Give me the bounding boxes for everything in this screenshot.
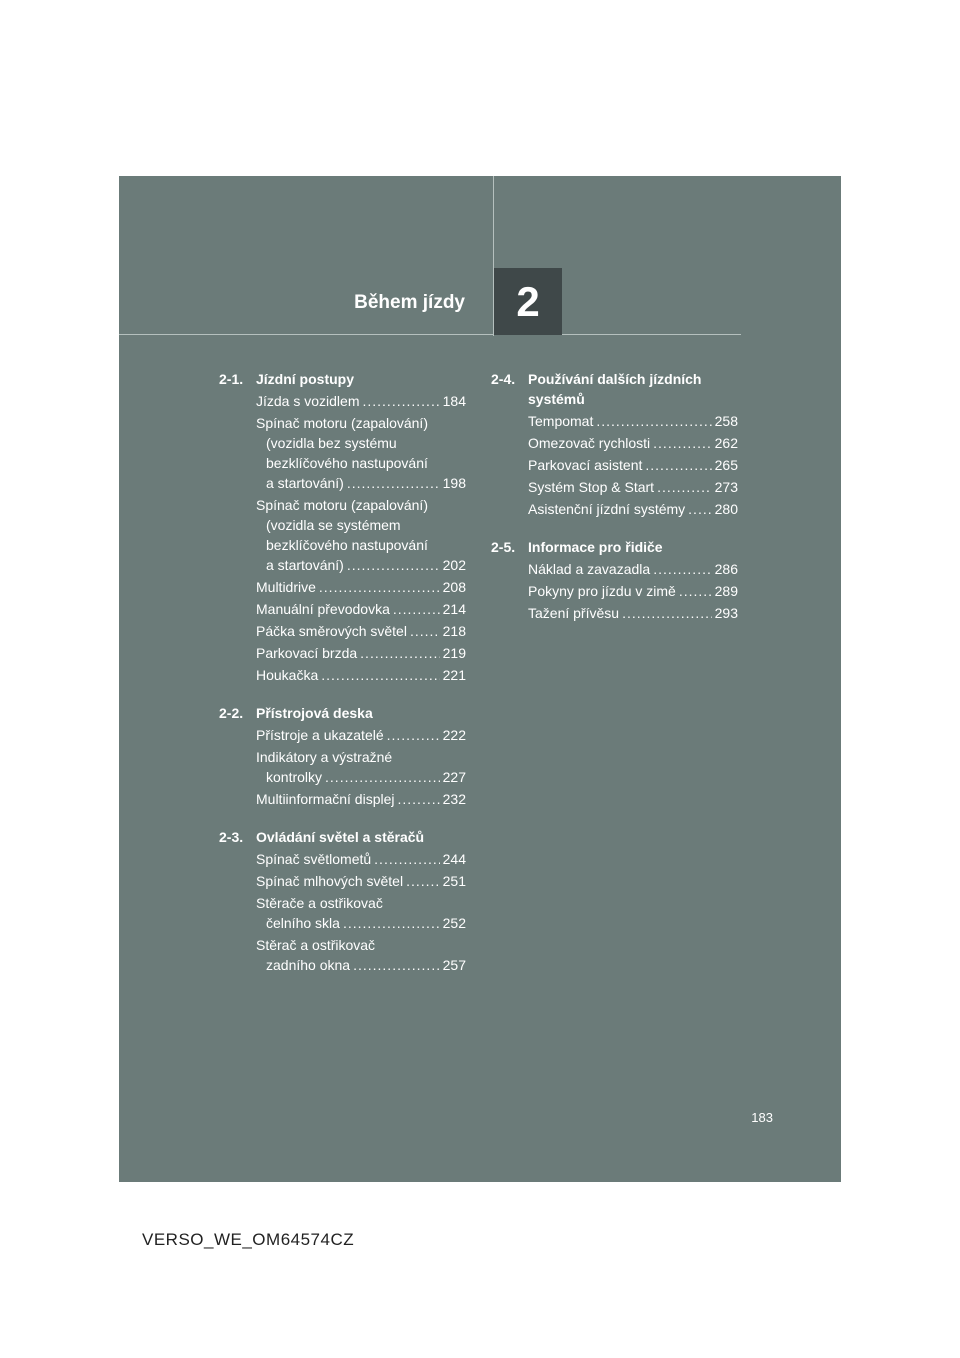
section-heading — [491, 537, 738, 557]
entry-text: Systém Stop & Start — [528, 479, 655, 495]
toc-entry[interactable] — [528, 411, 738, 431]
entry-last-line — [256, 665, 466, 685]
dot-leader — [325, 767, 440, 787]
entry-text: kontrolky — [266, 769, 323, 785]
entry-page-number: 208 — [442, 579, 466, 595]
entry-text: Spínač mlhových světel — [256, 873, 404, 889]
entry-text: Houkačka — [256, 667, 319, 683]
entry-page-number: 227 — [442, 769, 466, 785]
entry-last-line — [256, 643, 466, 663]
chapter-number: 2 — [516, 277, 540, 325]
toc-section — [491, 537, 738, 623]
dot-leader — [347, 473, 440, 493]
document-code: VERSO_WE_OM64574CZ — [142, 1230, 355, 1249]
entry-page-number: 293 — [714, 605, 738, 621]
dot-leader — [360, 643, 439, 663]
dot-leader — [645, 455, 711, 475]
entry-text-line: Stěrač a ostřikovač — [256, 937, 376, 953]
entry-page-number: 198 — [442, 475, 466, 491]
entry-text: Spínač světlometů — [256, 851, 372, 867]
toc-entry[interactable] — [528, 433, 738, 453]
dot-leader — [406, 871, 440, 891]
entry-text: Multiinformační displej — [256, 791, 395, 807]
dot-leader — [387, 725, 440, 745]
entry-last-line — [528, 559, 738, 579]
entry-page-number: 265 — [714, 457, 738, 473]
toc-entry[interactable] — [256, 599, 466, 619]
toc-entry[interactable] — [256, 893, 466, 933]
dot-leader — [657, 477, 712, 497]
toc-section — [219, 703, 466, 809]
toc-entry[interactable] — [528, 559, 738, 579]
entry-text: Parkovací asistent — [528, 457, 643, 473]
dot-leader — [343, 913, 440, 933]
entry-last-line — [256, 391, 466, 411]
entry-last-line — [528, 411, 738, 431]
toc-entry[interactable] — [528, 477, 738, 497]
page-number: 183 — [751, 1110, 773, 1125]
dot-leader — [347, 555, 440, 575]
entry-text: Tažení přívěsu — [528, 605, 620, 621]
entry-text: Jízda s vozidlem — [256, 393, 360, 409]
entry-page-number: 262 — [714, 435, 738, 451]
entry-page-number: 221 — [442, 667, 466, 683]
entry-text: zadního okna — [266, 957, 351, 973]
entry-last-line — [528, 499, 738, 519]
entry-text: Parkovací brzda — [256, 645, 358, 661]
dot-leader — [622, 603, 712, 623]
section-number: 2-1. — [219, 371, 244, 387]
toc-entry[interactable] — [256, 725, 466, 745]
toc-entry[interactable] — [528, 499, 738, 519]
entry-page-number: 258 — [714, 413, 738, 429]
entry-last-line — [528, 455, 738, 475]
toc-section — [219, 827, 466, 975]
entry-text: Náklad a zavazadla — [528, 561, 651, 577]
section-heading — [219, 827, 466, 847]
entry-page-number: 273 — [714, 479, 738, 495]
dot-leader — [688, 499, 711, 519]
entry-last-line — [528, 581, 738, 601]
entry-text-line: Spínač motoru (zapalování) — [256, 415, 428, 431]
section-title: Jízdní postupy — [256, 371, 354, 387]
entry-text-line: (vozidla bez systému — [266, 435, 397, 451]
toc-entry[interactable] — [256, 621, 466, 641]
entry-text-line: (vozidla se systémem — [266, 517, 401, 533]
entry-page-number: 289 — [714, 583, 738, 599]
section-heading — [219, 703, 466, 723]
entry-text-line: bezklíčového nastupování — [266, 455, 428, 471]
toc-entry[interactable] — [256, 413, 466, 493]
toc-entry[interactable] — [528, 581, 738, 601]
section-title: Ovládání světel a stěračů — [256, 829, 425, 845]
entry-text: Pokyny pro jízdu v zimě — [528, 583, 676, 599]
dot-leader — [393, 599, 440, 619]
dot-leader — [353, 955, 440, 975]
entry-last-line — [256, 955, 466, 975]
entry-text: čelního skla — [266, 915, 340, 931]
section-number: 2-3. — [219, 829, 244, 845]
chapter-title: Během jízdy — [354, 292, 465, 313]
entry-text: Přístroje a ukazatelé — [256, 727, 384, 743]
entry-last-line — [256, 789, 466, 809]
entry-last-line — [256, 849, 466, 869]
entry-last-line — [256, 555, 466, 575]
entry-page-number: 257 — [442, 957, 466, 973]
dot-leader — [374, 849, 439, 869]
section-title: Informace pro řidiče — [528, 539, 663, 555]
section-number: 2-2. — [219, 705, 244, 721]
entry-page-number: 244 — [442, 851, 466, 867]
dot-leader — [679, 581, 712, 601]
toc-entry[interactable] — [528, 603, 738, 623]
toc-entry[interactable] — [256, 665, 466, 685]
toc-entry[interactable] — [528, 455, 738, 475]
entry-text-line: Stěrače a ostřikovač — [256, 895, 383, 911]
entry-text: Manuální převodovka — [256, 601, 390, 617]
chapter-number-badge — [494, 268, 562, 335]
dot-leader — [410, 621, 440, 641]
entry-page-number: 286 — [714, 561, 738, 577]
entry-last-line — [256, 473, 466, 493]
entry-page-number: 219 — [442, 645, 466, 661]
section-number: 2-5. — [491, 539, 516, 555]
entry-text-line: Spínač motoru (zapalování) — [256, 497, 428, 513]
entry-last-line — [256, 725, 466, 745]
section-title: Přístrojová deska — [256, 705, 373, 721]
toc-entry[interactable] — [256, 391, 466, 411]
dot-leader — [596, 411, 711, 431]
entry-page-number: 218 — [442, 623, 466, 639]
entry-page-number: 202 — [442, 557, 466, 573]
entry-last-line — [256, 871, 466, 891]
dot-leader — [362, 391, 439, 411]
entry-last-line — [256, 767, 466, 787]
entry-text: Tempomat — [528, 413, 594, 429]
entry-page-number: 222 — [442, 727, 466, 743]
toc-entry[interactable] — [256, 577, 466, 597]
entry-last-line — [256, 577, 466, 597]
entry-last-line — [528, 477, 738, 497]
entry-page-number: 214 — [442, 601, 466, 617]
entry-page-number: 184 — [442, 393, 466, 409]
entry-page-number: 251 — [442, 873, 466, 889]
entry-last-line — [528, 603, 738, 623]
entry-page-number: 232 — [442, 791, 466, 807]
entry-text-line: bezklíčového nastupování — [266, 537, 428, 553]
header-divider-horizontal — [119, 334, 741, 335]
entry-text: a startování) — [266, 557, 344, 573]
toc-column-left — [219, 369, 466, 993]
toc-entry[interactable] — [256, 871, 466, 891]
toc-entry[interactable] — [256, 495, 466, 575]
entry-text-line: Indikátory a výstražné — [256, 749, 393, 765]
toc-entry[interactable] — [256, 789, 466, 809]
toc-entry[interactable] — [256, 935, 466, 975]
entry-text: Asistenční jízdní systémy — [528, 501, 686, 517]
toc-section — [219, 369, 466, 685]
entry-text: Multidrive — [256, 579, 316, 595]
entry-last-line — [256, 599, 466, 619]
toc-entry[interactable] — [256, 643, 466, 663]
toc-entry[interactable] — [256, 849, 466, 869]
toc-section — [491, 369, 738, 519]
entry-last-line — [256, 913, 466, 933]
entry-text: Páčka směrových světel — [256, 623, 407, 639]
entry-text: a startování) — [266, 475, 344, 491]
section-title: Používání dalších jízdních systémů — [528, 371, 702, 407]
dot-leader — [398, 789, 440, 809]
section-heading — [219, 369, 466, 389]
dot-leader — [319, 577, 440, 597]
toc-entry[interactable] — [256, 747, 466, 787]
section-number: 2-4. — [491, 371, 516, 387]
dot-leader — [653, 433, 711, 453]
entry-text: Omezovač rychlosti — [528, 435, 651, 451]
dot-leader — [321, 665, 439, 685]
dot-leader — [653, 559, 711, 579]
entry-last-line — [528, 433, 738, 453]
toc-column-right — [491, 369, 738, 641]
section-heading — [491, 369, 738, 409]
entry-page-number: 252 — [442, 915, 466, 931]
entry-page-number: 280 — [714, 501, 738, 517]
entry-last-line — [256, 621, 466, 641]
